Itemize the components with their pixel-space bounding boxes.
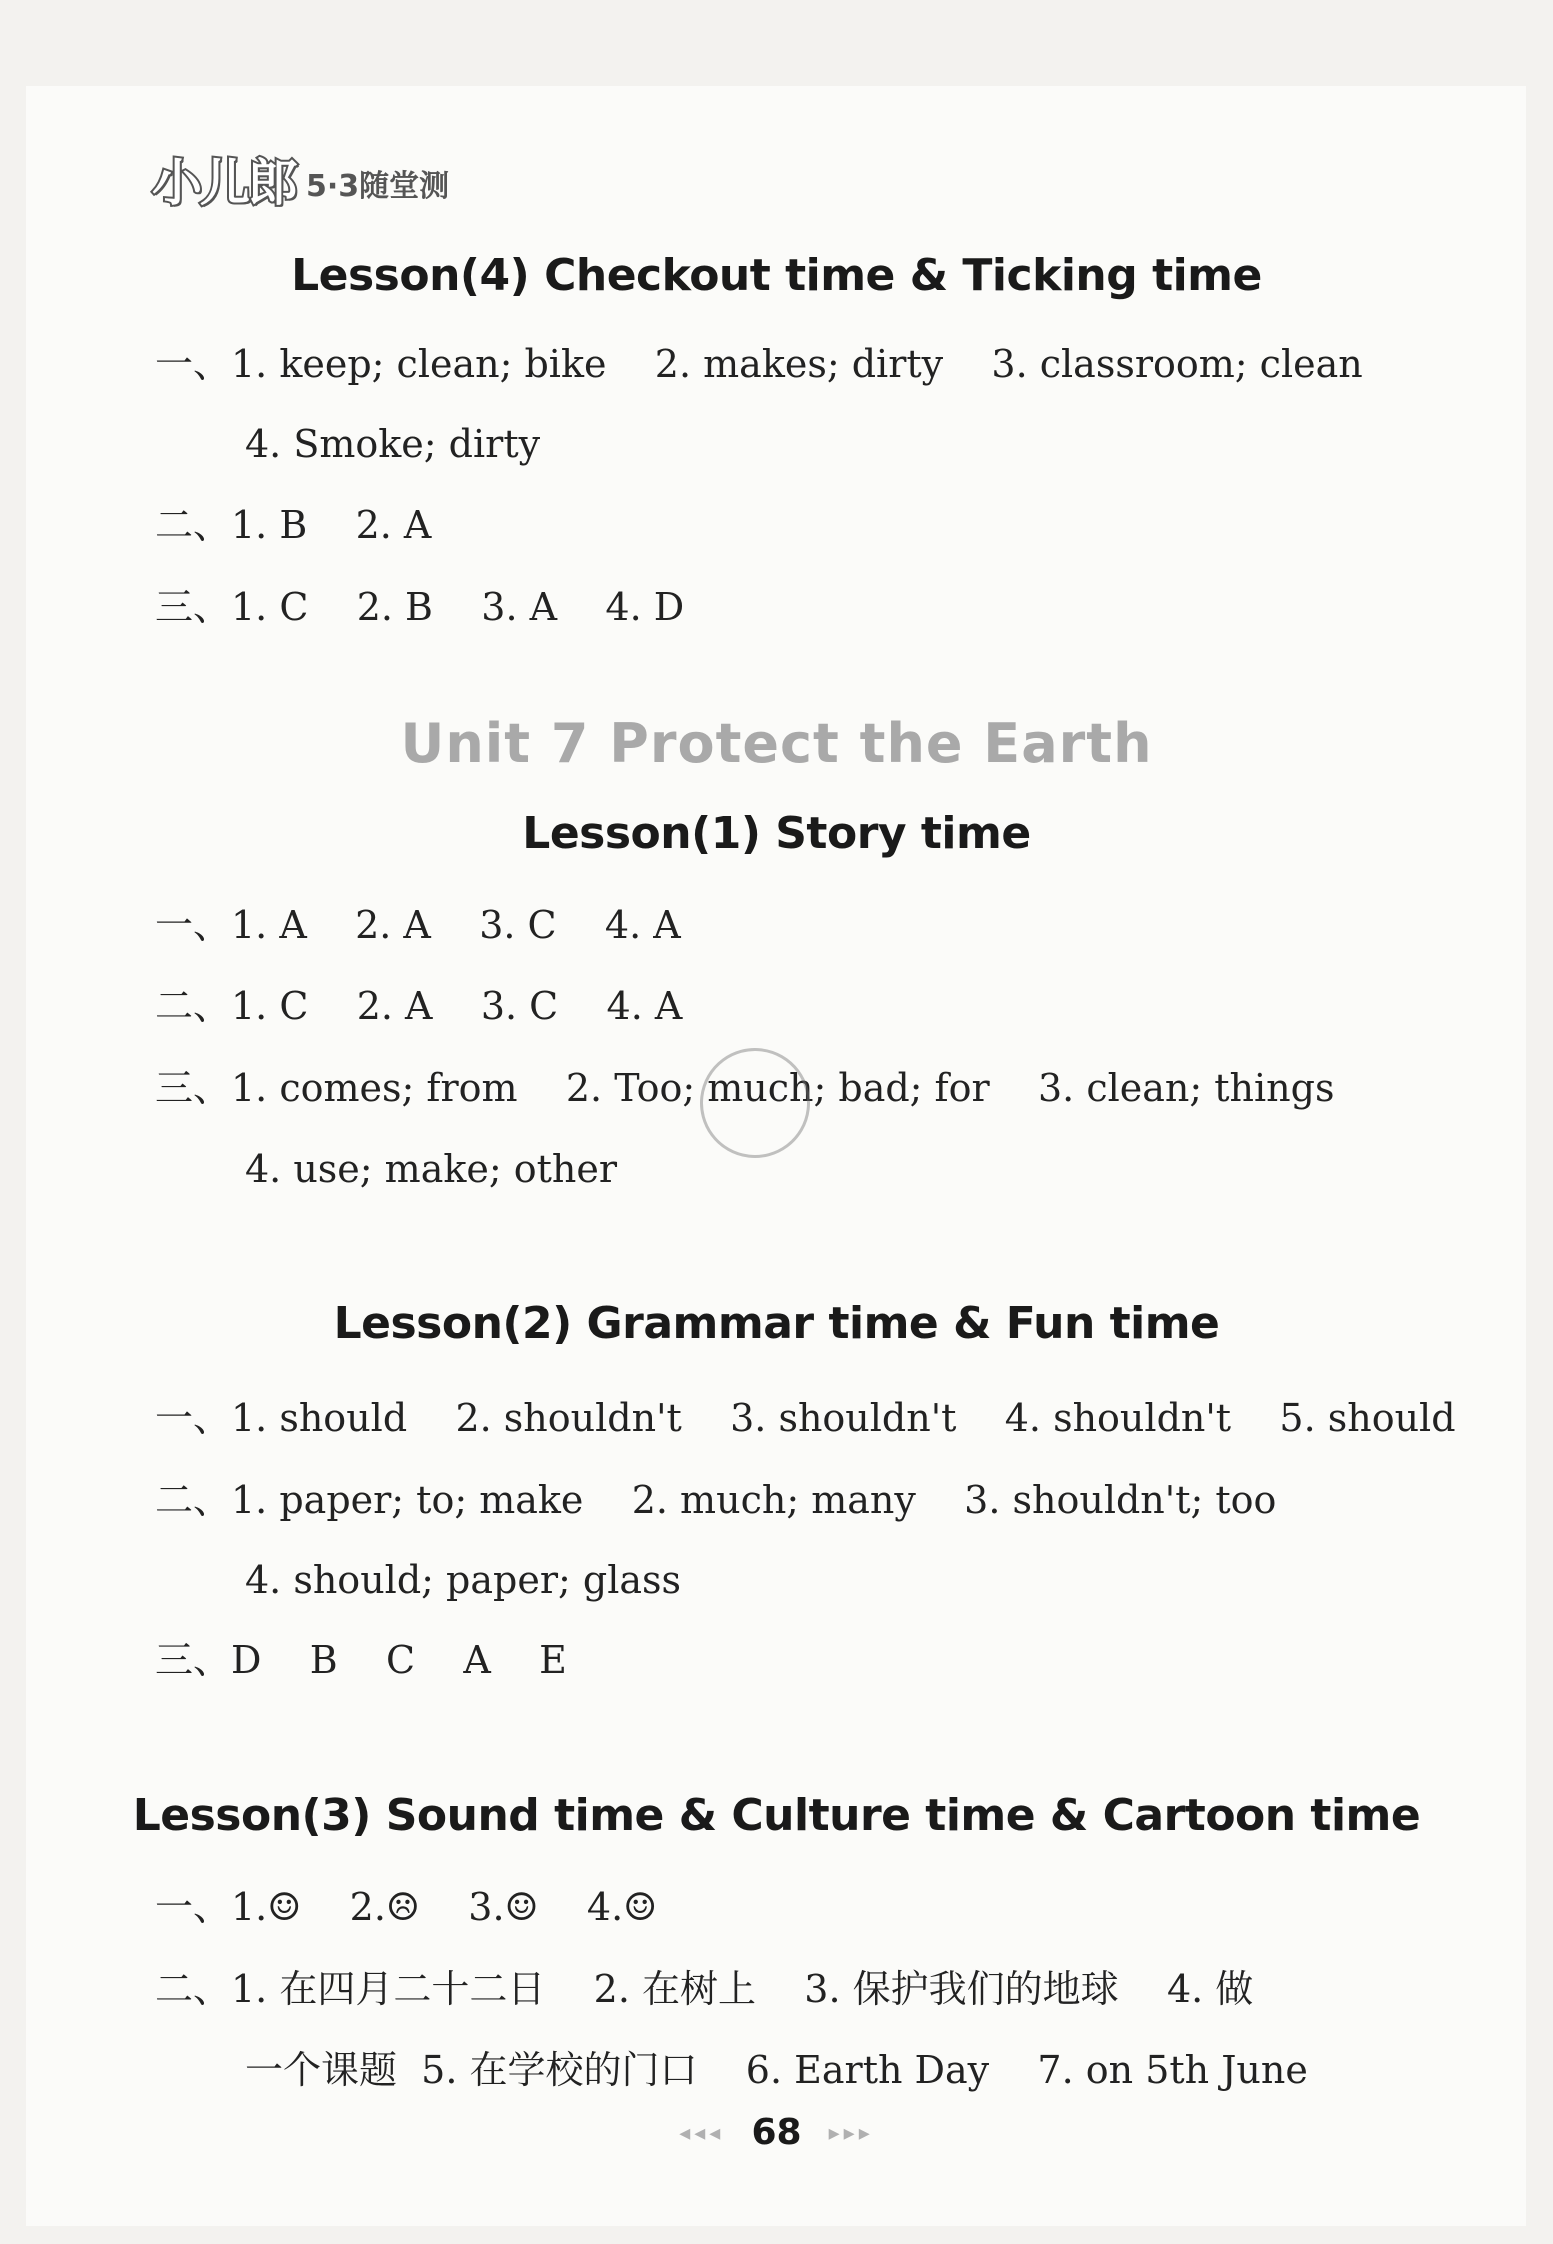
answer-line: 4. Smoke; dirty — [245, 422, 541, 466]
answer-line: 二、1. paper; to; make 2. much; many 3. shouldn't; too — [155, 1478, 1277, 1522]
answer-line: 三、1. comes; from 2. Too; much; bad; for 3. clean; things — [155, 1066, 1335, 1110]
answer-line: 二、1. C 2. A 3. C 4. A — [155, 984, 683, 1028]
answer-line: 一、1. A 2. A 3. C 4. A — [155, 903, 681, 947]
answer-line: 二、1. B 2. A — [155, 503, 432, 547]
page-footer — [0, 2112, 1553, 2153]
lesson1-heading: Lesson(1) Story time — [522, 808, 1031, 859]
brand-subtitle: 5·3随堂测 — [306, 169, 450, 204]
page-number: 68 — [751, 2112, 802, 2153]
lesson2-heading: Lesson(2) Grammar time & Fun time — [333, 1298, 1220, 1349]
answer-line: 一个课题 5. 在学校的门口 6. Earth Day 7. on 5th June — [245, 2048, 1308, 2092]
brand-logo: 小儿郎 — [152, 154, 296, 212]
answer-line: 一、1. keep; clean; bike 2. makes; dirty 3. classroom; clean — [155, 342, 1363, 386]
answer-line: 4. use; make; other — [245, 1147, 618, 1191]
answer-line: 一、1. should 2. shouldn't 3. shouldn't 4. shouldn't 5. should — [155, 1396, 1456, 1440]
answer-line: 三、D B C A E — [155, 1638, 567, 1682]
answer-line: 4. should; paper; glass — [245, 1558, 681, 1602]
unit7-title: Unit 7 Protect the Earth — [400, 712, 1153, 775]
answer-line: 三、1. C 2. B 3. A 4. D — [155, 585, 685, 629]
left-arrows-icon: ◂◂◂ — [679, 2121, 725, 2146]
brand-header — [152, 154, 450, 212]
lesson4-heading: Lesson(4) Checkout time & Ticking time — [291, 250, 1262, 301]
lesson3-heading: Lesson(3) Sound time & Culture time & Cartoon time — [132, 1790, 1421, 1841]
answer-line: 一、1.☺ 2.☹ 3.☺ 4.☺ — [155, 1885, 658, 1929]
right-arrows-icon: ▸▸▸ — [828, 2121, 874, 2146]
answer-line: 二、1. 在四月二十二日 2. 在树上 3. 保护我们的地球 4. 做 — [155, 1967, 1254, 2011]
